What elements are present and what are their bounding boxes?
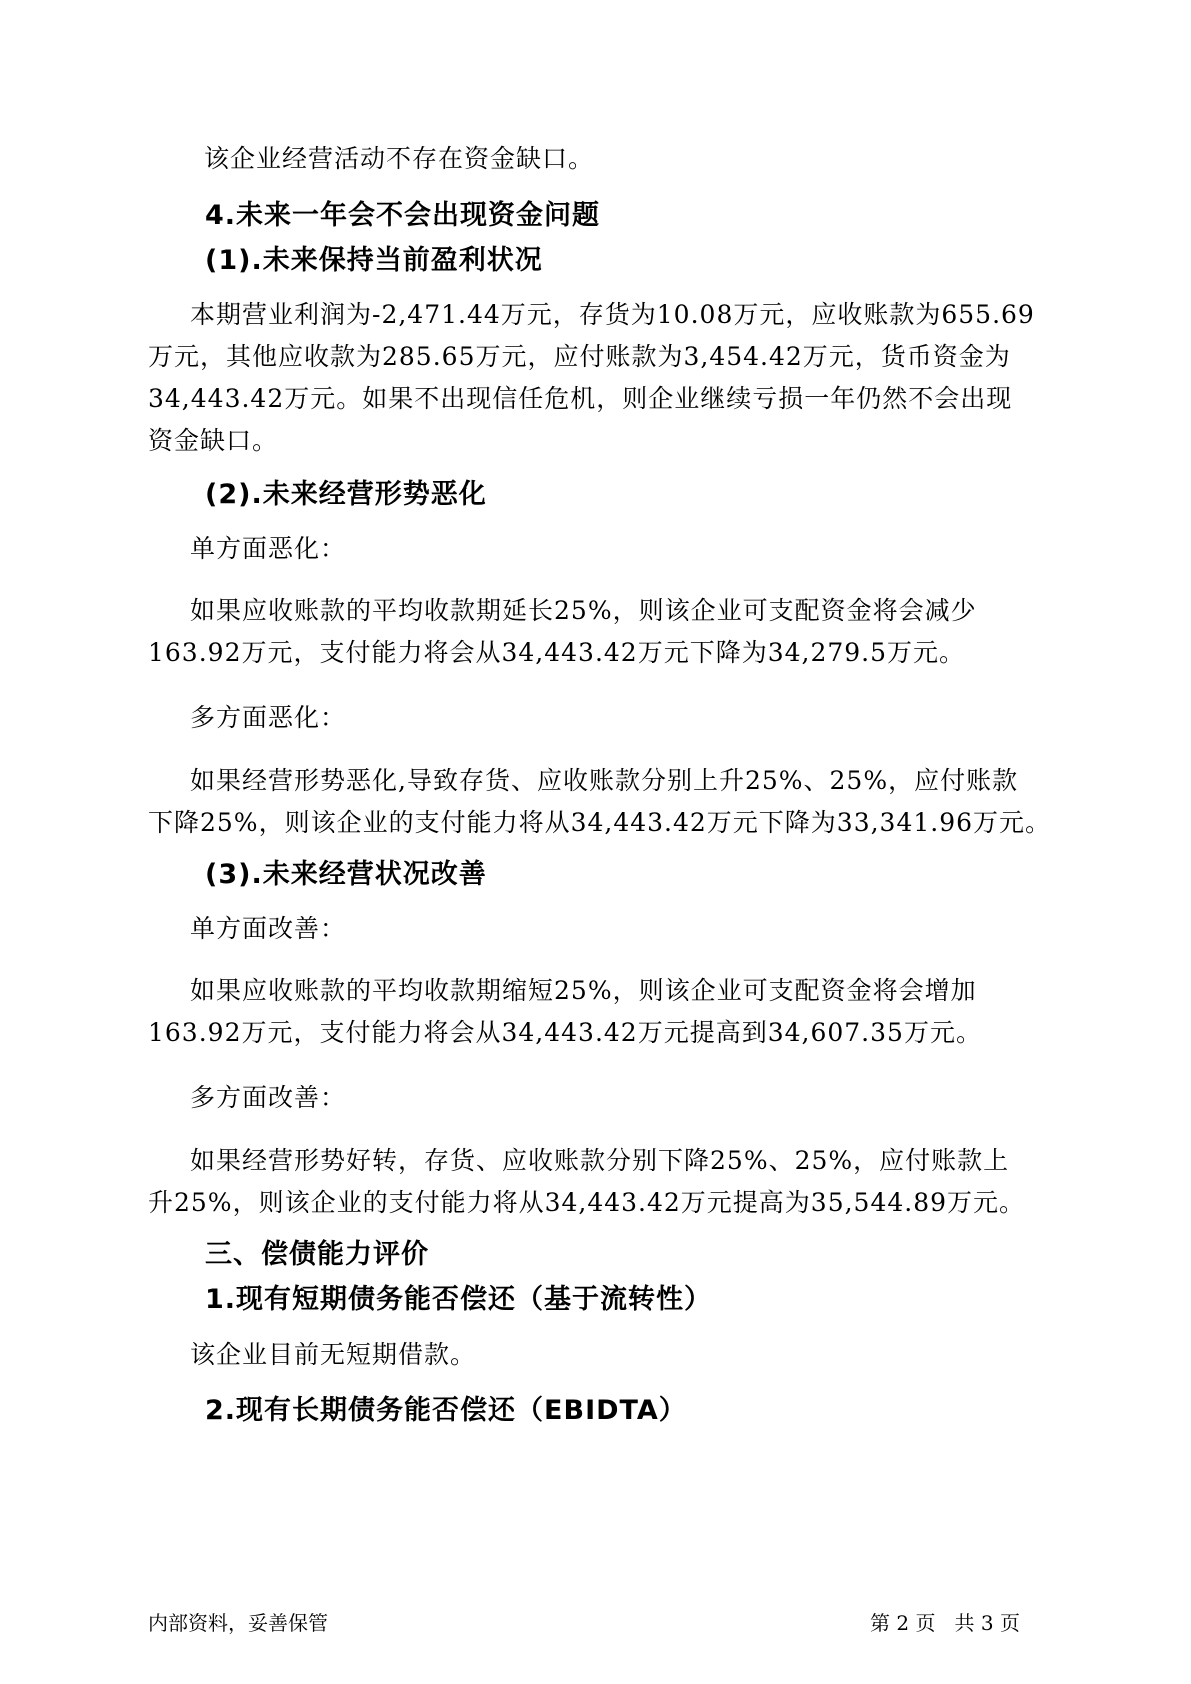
page-number: 第 2 页 共 3 页	[870, 1611, 1020, 1635]
paragraph: 单方面改善：	[190, 914, 347, 943]
paragraph: 多方面改善：	[190, 1083, 347, 1112]
subsection-heading: 1.现有短期债务能否偿还（基于流转性）	[205, 1284, 713, 1315]
footer-note: 内部资料，妥善保管	[148, 1611, 328, 1635]
subsection-heading: (2).未来经营形势恶化	[205, 479, 487, 510]
paragraph: 如果经营形势好转，存货、应收账款分别下降25%、25%，应付账款上 升25%，则该企业的支付能力将从34,443.42万元提高为35,544.89万元。	[148, 1146, 1026, 1217]
section-heading: 三、偿债能力评价	[205, 1239, 429, 1270]
paragraph: 本期营业利润为-2,471.44万元，存货为10.08万元，应收账款为655.69 万元，其他应收款为285.65万元，应付账款为3,454.42万元，货币资金为 34,443.42万元。如果不出现信任危机，则企业继续亏损一年仍然不会出现 资金缺口。	[148, 300, 1035, 455]
paragraph: 如果应收账款的平均收款期延长25%，则该企业可支配资金将会减少 163.92万元，支付能力将会从34,443.42万元下降为34,279.5万元。	[148, 596, 977, 667]
subsection-heading: 2.现有长期债务能否偿还（EBIDTA）	[205, 1395, 687, 1426]
paragraph: 多方面恶化：	[190, 703, 347, 732]
subsection-heading: (3).未来经营状况改善	[205, 859, 487, 890]
paragraph: 单方面恶化：	[190, 534, 347, 563]
paragraph: 如果应收账款的平均收款期缩短25%，则该企业可支配资金将会增加 163.92万元，支付能力将会从34,443.42万元提高到34,607.35万元。	[148, 976, 982, 1047]
paragraph: 如果经营形势恶化,导致存货、应收账款分别上升25%、25%，应付账款 下降25%，则该企业的支付能力将从34,443.42万元下降为33,341.96万元。	[148, 766, 1052, 837]
section-heading: 4.未来一年会不会出现资金问题	[205, 200, 601, 231]
subsection-heading: (1).未来保持当前盈利状况	[205, 245, 543, 276]
paragraph: 该企业经营活动不存在资金缺口。	[204, 144, 595, 173]
paragraph: 该企业目前无短期借款。	[190, 1340, 477, 1369]
